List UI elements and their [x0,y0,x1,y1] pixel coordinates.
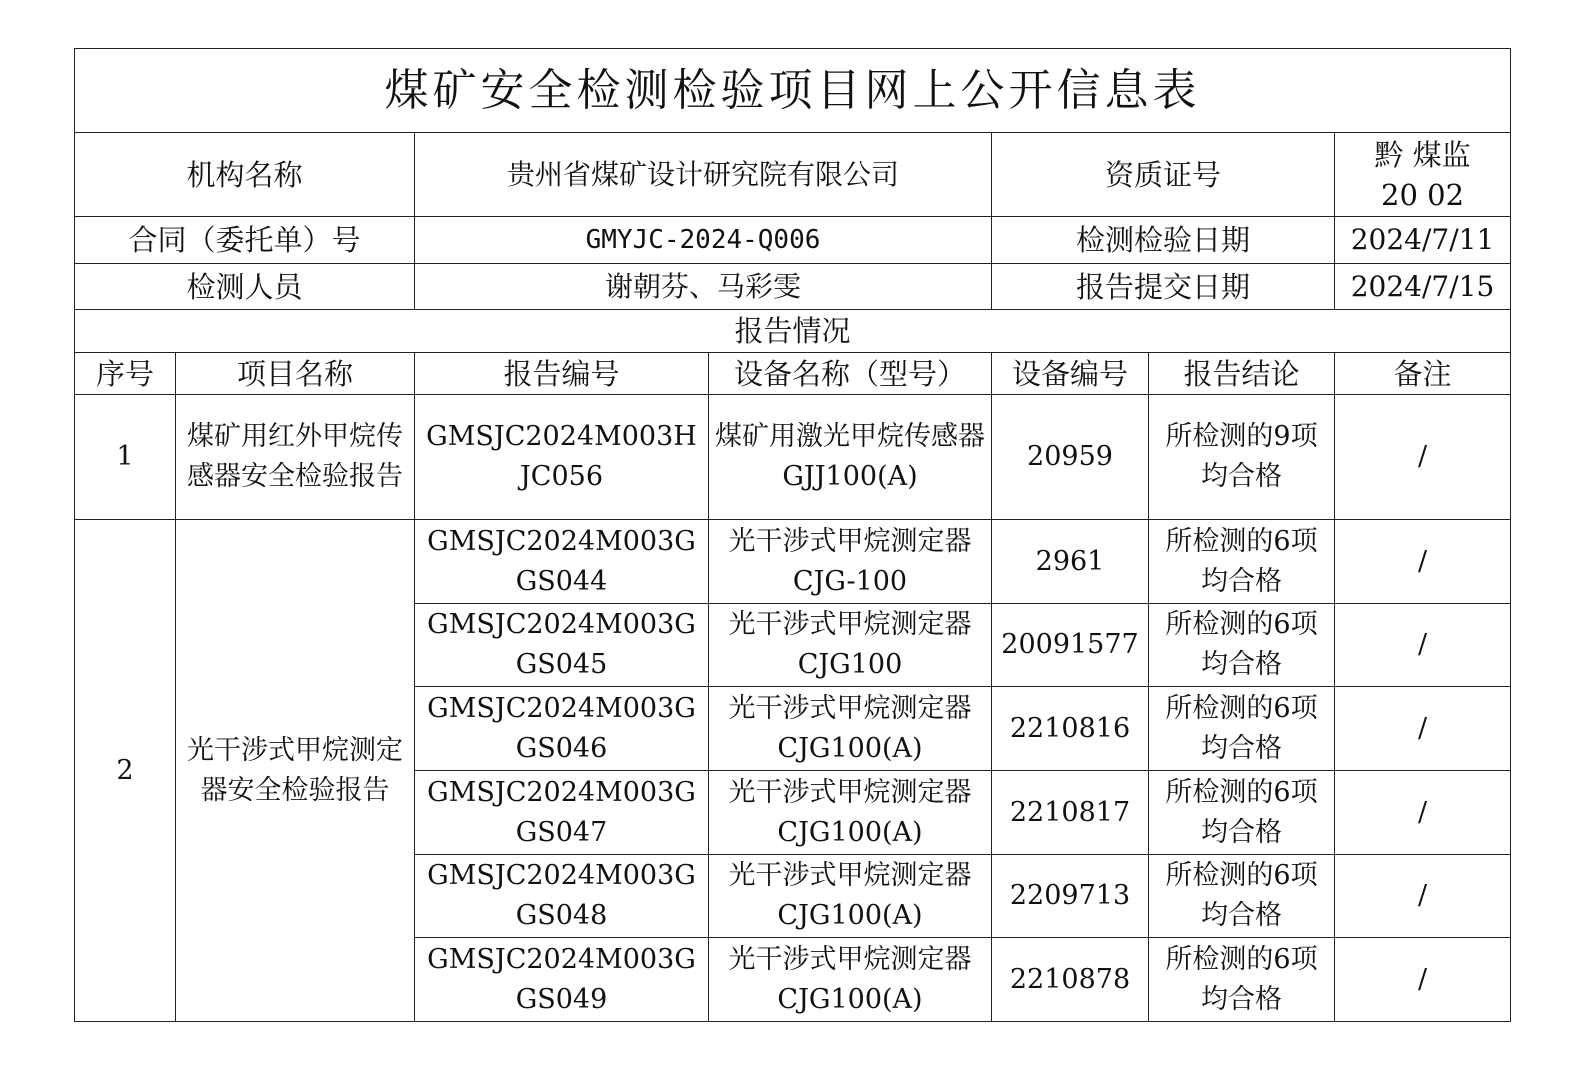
remark-cell: / [1335,771,1511,855]
column-header: 序号 [75,353,176,395]
seq-cell: 2 [75,520,176,1022]
column-header: 备注 [1335,353,1511,395]
conclusion-cell: 所检测的9项均合格 [1149,395,1335,520]
remark-cell: / [1335,395,1511,520]
device-number-cell: 2209713 [992,855,1149,938]
device-number-cell: 2210817 [992,771,1149,855]
info-table [74,48,1511,1022]
report-number-cell: GMSJC2024M003GGS049 [415,938,709,1022]
column-header: 报告编号 [415,353,709,395]
device-name-cell: 光干涉式甲烷测定器CJG100(A) [709,855,992,938]
project-name-cell: 煤矿用红外甲烷传感器安全检验报告 [176,395,415,520]
test-date-label: 检测检验日期 [992,217,1335,264]
device-name-cell: 光干涉式甲烷测定器CJG100(A) [709,687,992,771]
device-number-cell: 2210816 [992,687,1149,771]
column-header: 设备编号 [992,353,1149,395]
device-name-cell: 光干涉式甲烷测定器CJG-100 [709,520,992,604]
device-name-cell: 光干涉式甲烷测定器CJG100(A) [709,938,992,1022]
org-label: 机构名称 [75,133,415,217]
seq-cell: 1 [75,395,176,520]
conclusion-cell: 所检测的6项均合格 [1149,938,1335,1022]
table-row [75,520,1511,604]
conclusion-cell: 所检测的6项均合格 [1149,520,1335,604]
report-number-cell: GMSJC2024M003GGS045 [415,604,709,687]
conclusion-cell: 所检测的6项均合格 [1149,771,1335,855]
column-header: 项目名称 [176,353,415,395]
remark-cell: / [1335,938,1511,1022]
device-number-cell: 2961 [992,520,1149,604]
qualification-label: 资质证号 [992,133,1335,217]
conclusion-cell: 所检测的6项均合格 [1149,855,1335,938]
report-number-cell: GMSJC2024M003HJC056 [415,395,709,520]
column-header: 设备名称（型号） [709,353,992,395]
project-name-cell: 光干涉式甲烷测定器安全检验报告 [176,520,415,1022]
device-number-cell: 20091577 [992,604,1149,687]
qualification-line-2: 20 02 [1381,177,1465,212]
contract-label: 合同（委托单）号 [75,217,415,264]
contract-value: GMYJC-2024-Q006 [415,217,992,264]
report-number-cell: GMSJC2024M003GGS044 [415,520,709,604]
personnel-value: 谢朝芬、马彩雯 [415,264,992,310]
report-number-cell: GMSJC2024M003GGS047 [415,771,709,855]
remark-cell: / [1335,520,1511,604]
personnel-label: 检测人员 [75,264,415,310]
device-name-cell: 光干涉式甲烷测定器CJG100 [709,604,992,687]
column-header: 报告结论 [1149,353,1335,395]
table-row [75,395,1511,520]
section-title: 报告情况 [75,310,1511,353]
conclusion-cell: 所检测的6项均合格 [1149,687,1335,771]
device-name-cell: 煤矿用激光甲烷传感器GJJ100(A) [709,395,992,520]
qualification-line-1: 黔 煤监 [1374,137,1471,172]
device-number-cell: 20959 [992,395,1149,520]
device-name-cell: 光干涉式甲烷测定器CJG100(A) [709,771,992,855]
device-number-cell: 2210878 [992,938,1149,1022]
remark-cell: / [1335,687,1511,771]
report-number-cell: GMSJC2024M003GGS048 [415,855,709,938]
org-value: 贵州省煤矿设计研究院有限公司 [415,133,992,217]
page-title: 煤矿安全检测检验项目网上公开信息表 [75,49,1511,133]
conclusion-cell: 所检测的6项均合格 [1149,604,1335,687]
submit-date-value: 2024/7/15 [1335,264,1511,310]
remark-cell: / [1335,604,1511,687]
report-number-cell: GMSJC2024M003GGS046 [415,687,709,771]
qualification-value [1335,133,1511,217]
remark-cell: / [1335,855,1511,938]
test-date-value: 2024/7/11 [1335,217,1511,264]
submit-date-label: 报告提交日期 [992,264,1335,310]
